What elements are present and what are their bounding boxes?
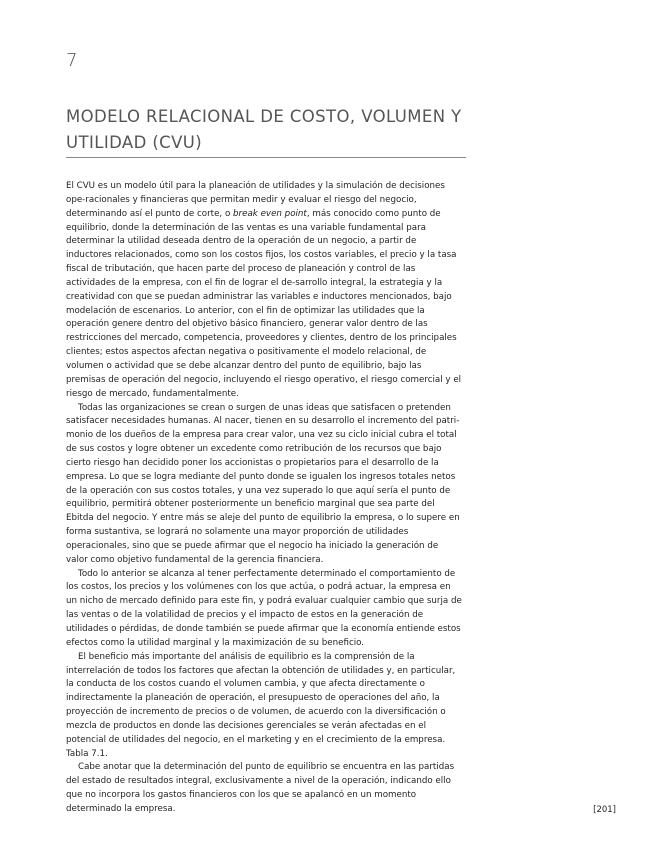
paragraph-4: El beneficio más importante del análisis de equilibrio es la comprensión de la interrelación de todos los factores que afectan la obtención de utilidades y, en particular, la conducta de los costos cuando el volumen cambia, y que afecta directamente o indirectamente la planeación de operación, el presupuesto de operaciones del año, la proyección de incremento de precios o de volumen, de acuerdo con la diversificación o mezcla de productos en donde las decisiones gerenciales se verán afectadas en el potencial de utilidades del negocio, en el marketing y en el crecimiento de la empresa. Tabla 7.1. xyxy=(66,651,456,759)
page-number: [201] xyxy=(593,805,616,815)
paragraph-1-text-after: , más conocido como punto de equilibrio, donde la determinación de las ventas es una variable fundamental para determinar la utilidad deseada dentro de la operación de un negocio, a partir de inductores relacionados, como son los costos fijos, los costos variables, el precio y la tasa fiscal de tributación, que hacen parte del proceso de planeación y control de las actividades de la empresa, con el fin de lograr el de-sarrollo integral, la estrategia y la creatividad con que se puedan administrar las variables e inductores mencionados, bajo modelación de escenarios. Lo anterior, con el fin de optimizar las utilidades que la operación genere dentro del objetivo básico financiero, generar valor dentro de las restricciones del mercado, competencia, proveedores y clientes, dentro de los principales clientes; estos aspectos afectan negativa o positivamente el modelo relacional, de volumen o actividad que se debe alcanzar dentro del punto de equilibrio, bajo las premisas de operación del negocio, incluyendo el riesgo operativo, el riesgo comercial y el riesgo de mercado, fundamentalmente. xyxy=(66,208,462,399)
paragraph-2: Todas las organizaciones se crean o surgen de unas ideas que satisfacen o pretenden satisfacer necesidades humanas. Al nacer, tienen en su desarrollo el incremento del patri-monio de los dueños de la empresa para crear valor, una vez su ciclo inicial cubra el total de sus costos y logre obtener un excedente como retribución de los recursos que bajo cierto riesgo han decidido poner los accionistas o propietarios para el desarrollo de la empresa. Lo que se logra mediante del punto donde se igualen los ingresos totales netos de la operación con sus costos totales, y una vez superado lo que aquí sería el punto de equilibrio, permitirá obtener posteriormente un beneficio marginal que sea parte del Ebitda del negocio. Y entre más se aleje del punto de equilibrio la empresa, o lo supere en forma sustantiva, se logrará no solamente una mayor proporción de utilidades operacionales, sino que se puede afirmar que el negocio ha iniciado la generación de valor como objetivo fundamental de la gerencia financiera. xyxy=(66,402,460,565)
chapter-title: MODELO RELACIONAL DE COSTO, VOLUMEN Y UTILIDAD (CVU) xyxy=(66,104,466,158)
paragraph-5: Cabe anotar que la determinación del punto de equilibrio se encuentra en las partidas del estado de resultados integral, exclusivamente a nivel de la operación, indicando ello que no incorpora los gastos financieros con los que se apalancó en un momento determinado la empresa. xyxy=(66,762,455,814)
body-text xyxy=(66,180,462,817)
paragraph-3: Todo lo anterior se alcanza al tener perfectamente determinado el comportamiento de los costos, los precios y los volúmenes con los que actúa, o podrá actuar, la empresa en un nicho de mercado definido para este fin, y podrá evaluar cualquier cambio que surja de las ventas o de la volatilidad de precios y el impacto de estos en la generación de utilidades o pérdidas, de donde también se puede afirmar que la economía entiende estos efectos como la utilidad marginal y la maximización de su beneficio. xyxy=(66,568,462,648)
paragraph-1-text-before: El CVU es un modelo útil para la planeación de utilidades y la simulación de decisiones ope-racionales y financieras que permitan medir y evaluar el riesgo del negocio, determinando así el punto de corte, o xyxy=(66,181,445,219)
chapter-number: 7 xyxy=(66,50,78,71)
paragraph-1-emphasis: break even point xyxy=(233,208,307,219)
paragraph-1 xyxy=(66,180,462,402)
